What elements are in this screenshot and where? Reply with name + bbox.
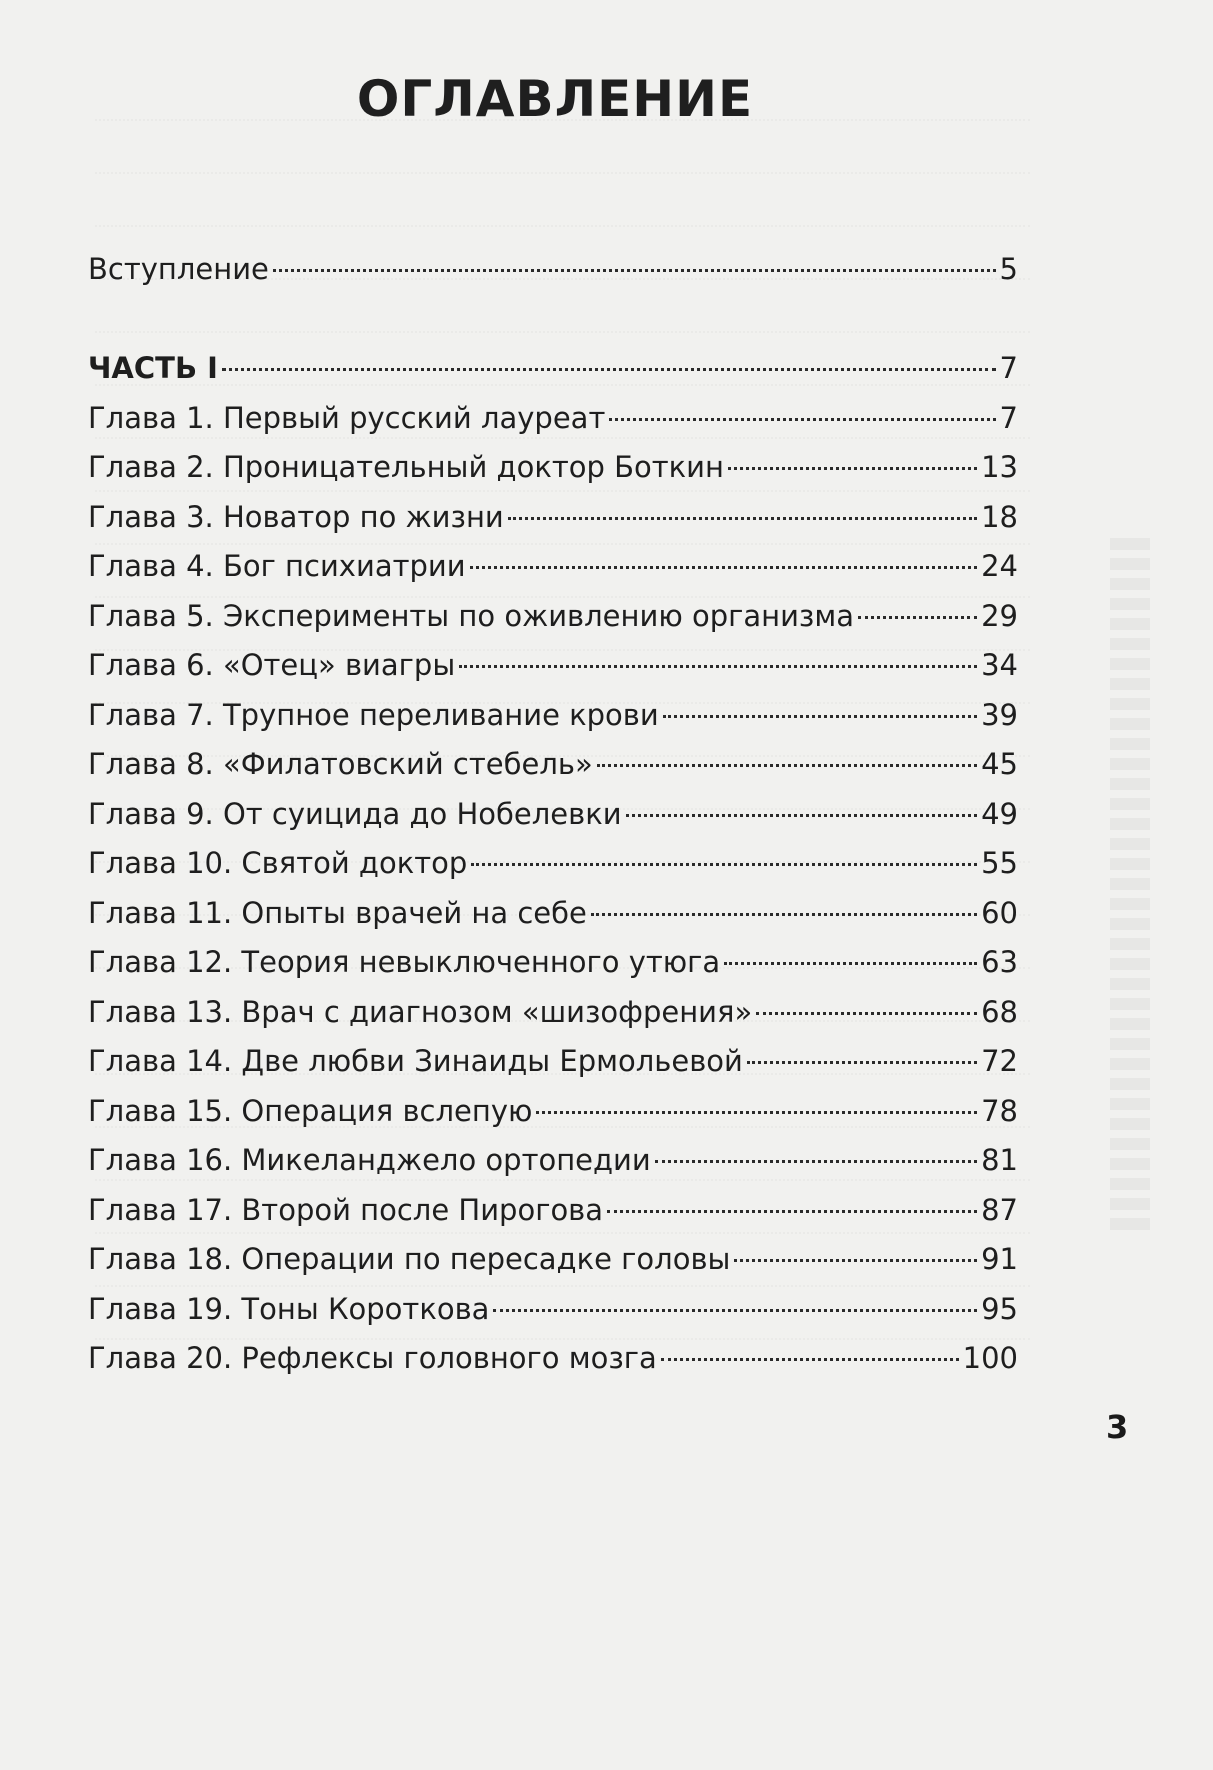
toc-entry-label: Глава 16. Микеланджело ортопедии	[88, 1143, 651, 1177]
toc-entry	[88, 1140, 1018, 1180]
toc-entry	[88, 645, 1018, 685]
dot-leader	[728, 467, 977, 470]
toc-entry-page: 60	[981, 896, 1018, 930]
toc-entry-page: 55	[981, 846, 1018, 880]
toc-entry-page: 7	[999, 351, 1018, 385]
toc-entry-label: Глава 6. «Отец» виагры	[88, 648, 456, 682]
toc-entry-label: Глава 8. «Филатовский стебель»	[88, 747, 593, 781]
page-title: ОГЛАВЛЕНИЕ	[356, 70, 754, 128]
toc-entry	[88, 942, 1018, 982]
dot-leader	[470, 566, 978, 569]
toc-entry	[88, 1041, 1018, 1081]
toc-entry	[88, 447, 1018, 487]
toc-entry	[88, 1190, 1018, 1230]
toc-entry-label: Глава 5. Эксперименты по оживлению организма	[88, 599, 854, 633]
toc-entry-label: Глава 17. Второй после Пирогова	[88, 1193, 604, 1227]
toc-entry-label: Глава 18. Операции по пересадке головы	[88, 1242, 731, 1276]
toc-entry	[88, 992, 1018, 1032]
toc-entry-page: 100	[962, 1341, 1018, 1375]
dot-leader	[508, 517, 977, 520]
toc-entry-page: 7	[999, 401, 1018, 435]
toc-entry-label: Вступление	[88, 252, 269, 286]
toc-entry-page: 34	[981, 648, 1018, 682]
dot-leader	[536, 1111, 977, 1114]
toc-entry-label: Глава 19. Тоны Короткова	[88, 1292, 490, 1326]
toc-entry-label: Глава 4. Бог психиатрии	[88, 549, 466, 583]
toc-entry	[88, 497, 1018, 537]
page-number: 3	[1106, 1408, 1129, 1446]
dot-leader	[734, 1259, 977, 1262]
toc-entry	[88, 843, 1018, 883]
toc-entry-label: Глава 20. Рефлексы головного мозга	[88, 1341, 657, 1375]
toc-entry-label: Глава 9. От суицида до Нобелевки	[88, 797, 622, 831]
toc-entry-page: 45	[981, 747, 1018, 781]
toc-entry-page: 95	[981, 1292, 1018, 1326]
toc-entry	[88, 249, 1018, 289]
dot-leader	[663, 715, 977, 718]
toc-entry-label: Глава 7. Трупное переливание крови	[88, 698, 659, 732]
toc-entry-page: 78	[981, 1094, 1018, 1128]
dot-leader	[609, 418, 995, 421]
toc-entry	[88, 546, 1018, 586]
toc-entry	[88, 744, 1018, 784]
toc-entry-page: 81	[981, 1143, 1018, 1177]
toc-entry-label: Глава 10. Святой доктор	[88, 846, 468, 880]
toc-entry-page: 5	[999, 252, 1018, 286]
toc-entry-part	[88, 348, 1018, 388]
dot-leader	[661, 1358, 959, 1361]
dot-leader	[626, 814, 977, 817]
toc-entry	[88, 893, 1018, 933]
toc-entry-label: Глава 2. Проницательный доктор Боткин	[88, 450, 724, 484]
toc-entry-page: 49	[981, 797, 1018, 831]
toc-entry-label: Глава 15. Операция вслепую	[88, 1094, 533, 1128]
toc-entry	[88, 596, 1018, 636]
dot-leader	[858, 616, 977, 619]
toc-entry-page: 29	[981, 599, 1018, 633]
toc-entry-page: 24	[981, 549, 1018, 583]
toc-entry-page: 91	[981, 1242, 1018, 1276]
dot-leader	[273, 269, 996, 272]
dot-leader	[724, 962, 977, 965]
toc-entry-page: 87	[981, 1193, 1018, 1227]
dot-leader	[747, 1061, 977, 1064]
dot-leader	[607, 1210, 977, 1213]
toc-entry-label: Глава 13. Врач с диагнозом «шизофрения»	[88, 995, 753, 1029]
toc-entry	[88, 1091, 1018, 1131]
dot-leader	[597, 764, 977, 767]
toc-entry-page: 39	[981, 698, 1018, 732]
toc-entry-label: Глава 14. Две любви Зинаиды Ермольевой	[88, 1044, 743, 1078]
dot-leader	[471, 863, 977, 866]
toc-entry	[88, 1289, 1018, 1329]
toc-entry-page: 72	[981, 1044, 1018, 1078]
toc-entry	[88, 1239, 1018, 1279]
toc-entry-page: 63	[981, 945, 1018, 979]
toc-entry-label: Глава 12. Теория невыключенного утюга	[88, 945, 721, 979]
toc-entry-page: 18	[981, 500, 1018, 534]
toc-entry	[88, 398, 1018, 438]
toc-entry-label: ЧАСТЬ I	[88, 351, 218, 385]
dot-leader	[591, 913, 977, 916]
toc-entry-label: Глава 3. Новатор по жизни	[88, 500, 504, 534]
dot-leader	[756, 1012, 977, 1015]
toc-entry-page: 13	[981, 450, 1018, 484]
toc-entry	[88, 1338, 1018, 1378]
toc-entry	[88, 695, 1018, 735]
toc-entry	[88, 794, 1018, 834]
toc-entry-page: 68	[981, 995, 1018, 1029]
dot-leader	[493, 1309, 977, 1312]
dot-leader	[459, 665, 977, 668]
dot-leader	[655, 1160, 977, 1163]
toc-entry-label: Глава 11. Опыты врачей на себе	[88, 896, 587, 930]
toc-entry-label: Глава 1. Первый русский лауреат	[88, 401, 606, 435]
dot-leader	[222, 368, 996, 371]
